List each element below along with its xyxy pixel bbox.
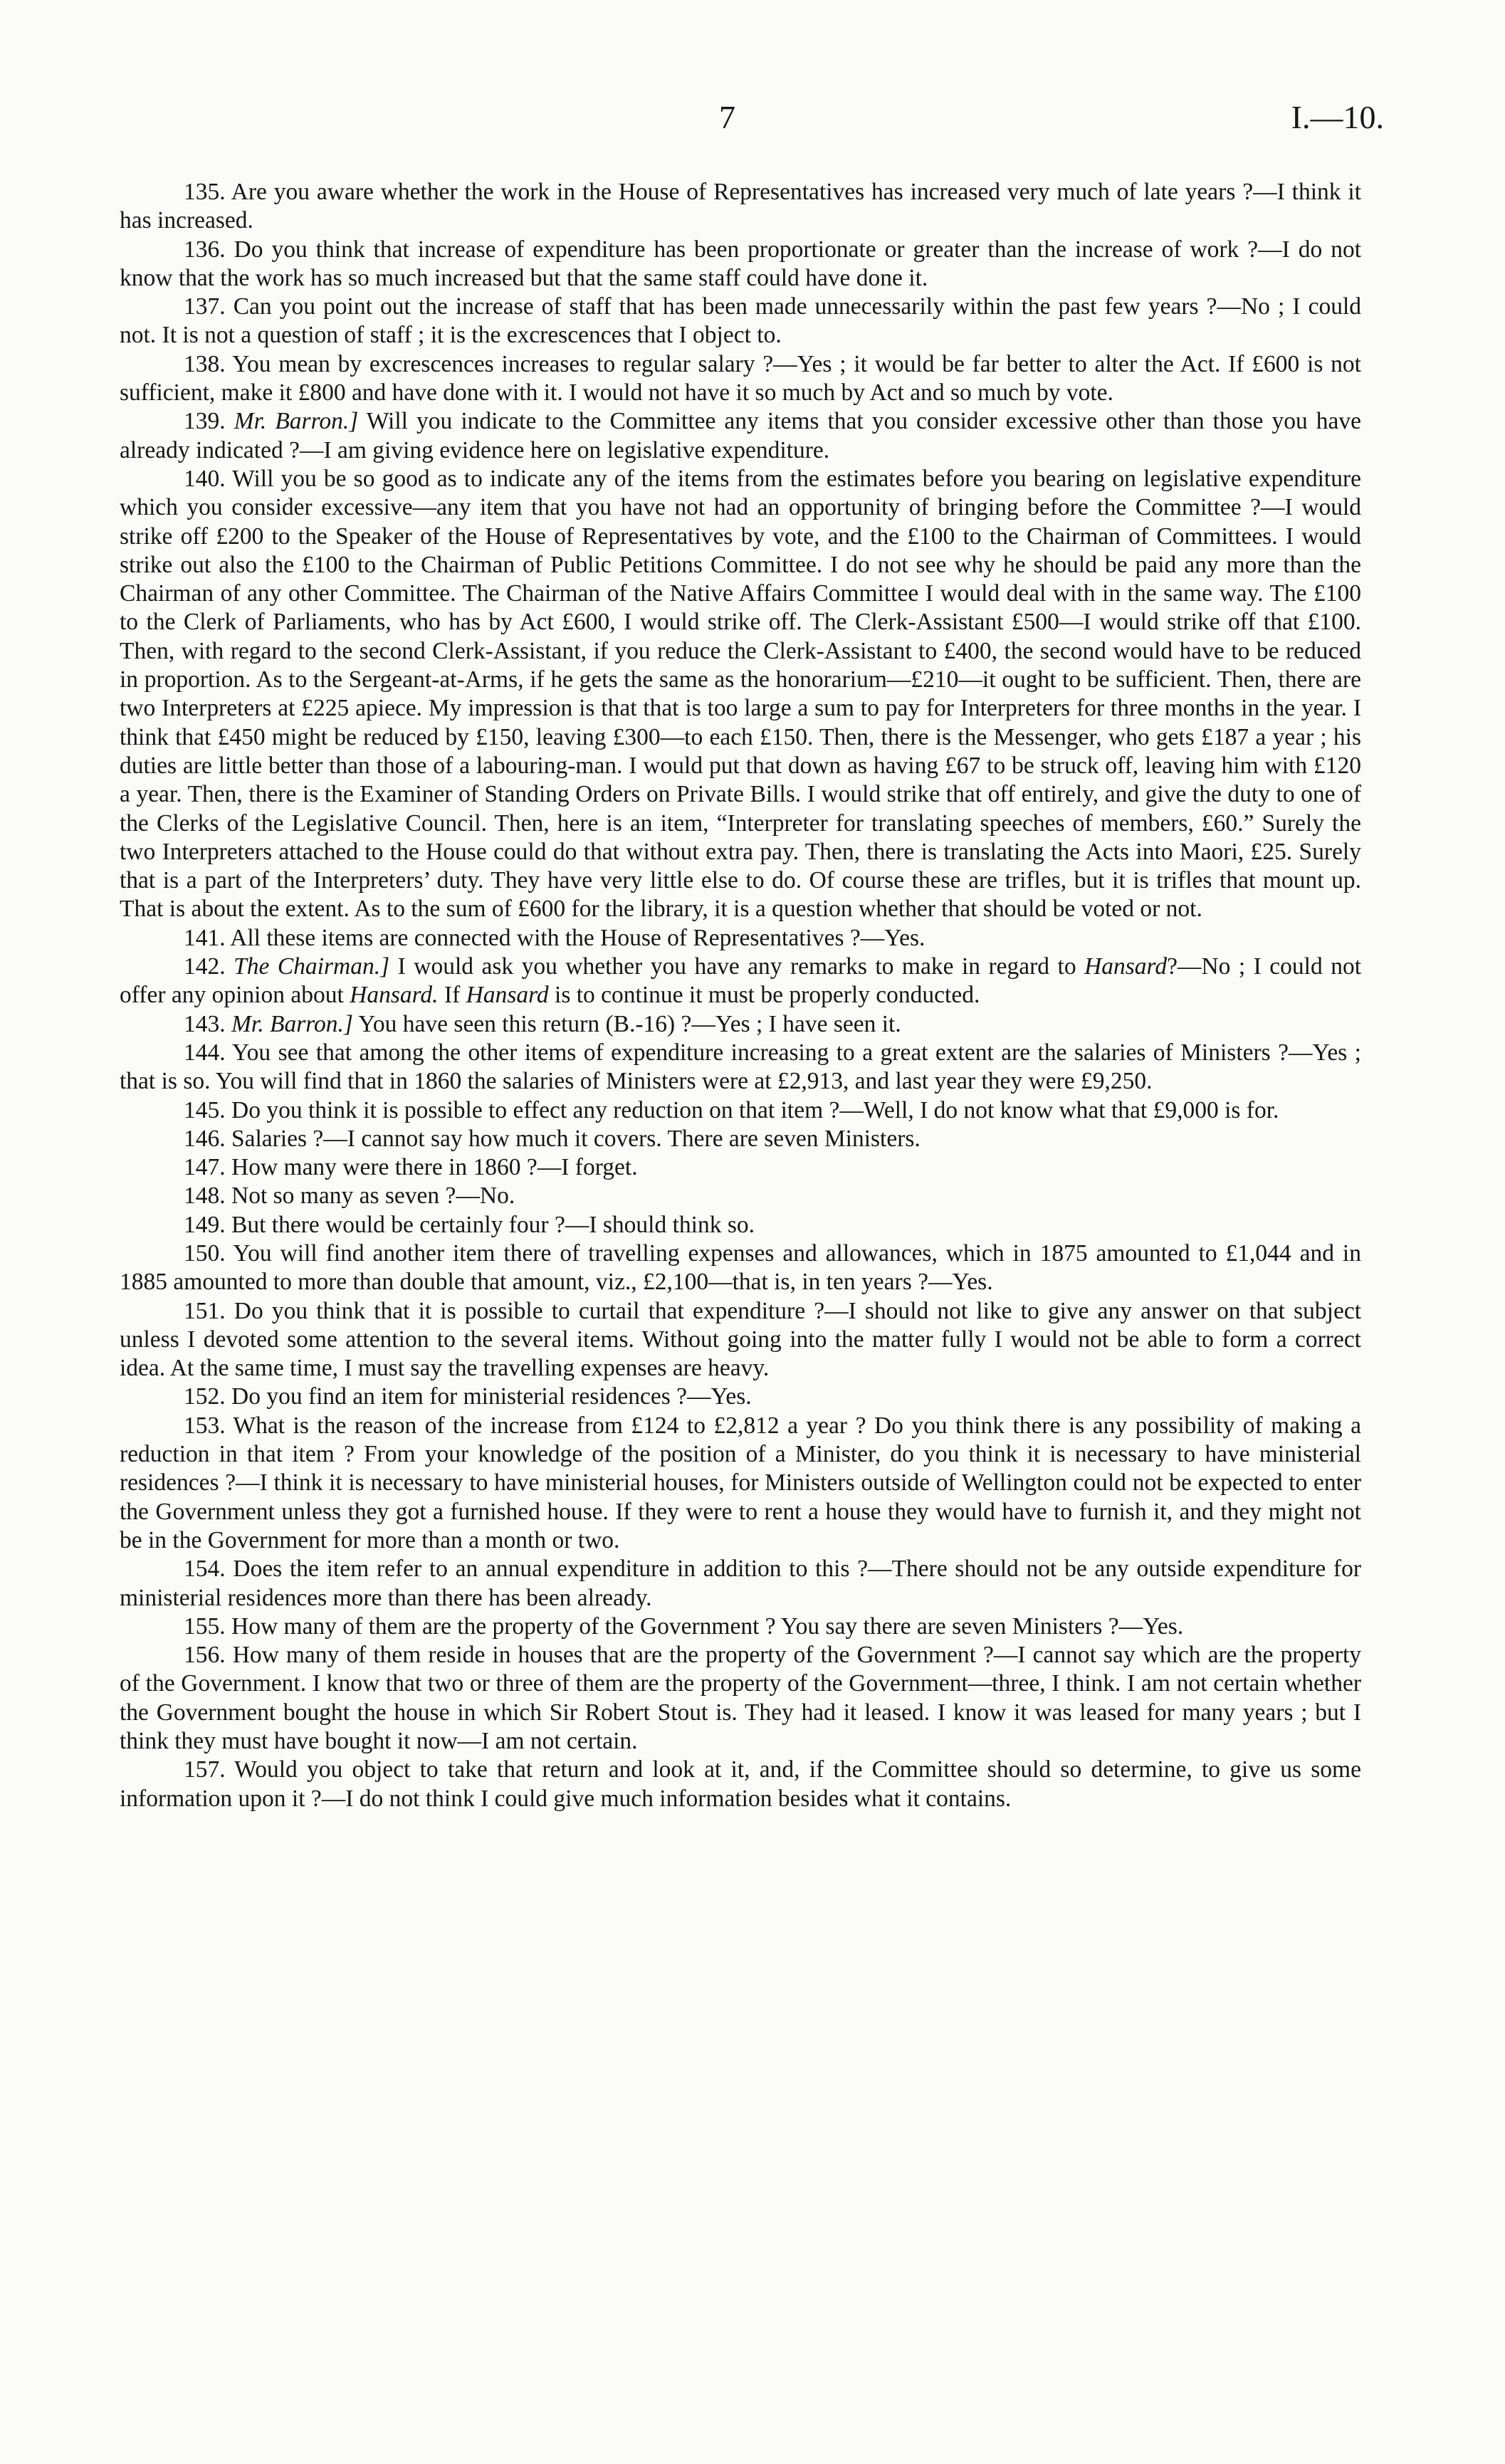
question-number: 137.: [184, 293, 226, 320]
paragraph-154: 154. Does the item refer to an annual expenditure in addition to this ?—There should not be any outside expenditure for ministerial residences more than there has been already.: [120, 1556, 1361, 1611]
question-number: 157.: [184, 1756, 226, 1783]
paragraph-155: 155. How many of them are the property of the Government ? You say there are seven Ministers ?—Yes.: [184, 1613, 1184, 1640]
paragraph-142: 142. The Chairman.] I would ask you whether you have any remarks to make in regard to Hansard?—No ; I could not offer any opinion about Hansard. If Hansard is to continue it must be properly conducted.: [120, 953, 1362, 1009]
document-reference: I.—10.: [1291, 99, 1384, 135]
speaker-name: Mr. Barron.]: [234, 408, 359, 435]
paragraph-140: 140. Will you be so good as to indicate any of the items from the estimates before you bearing on legislative expenditure which you consider excessive—any item that you have not had an opportunity of bringing before the Committee ?—I would strike off £200 to the Speaker of the House of Representatives by vote, and the £100 to the Chairman of Committees. I would strike out also the £100 to the Chairman of Public Petitions Committee. I do not see why he should be paid any more than the Chairman of any other Committee. The Chairman of the Native Affairs Committee I would deal with in the same way. The £100 to the Clerk of Parliaments, who has by Act £600, I would strike off. The Clerk-Assistant £500—I would strike off that £100. Then, with regard to the second Clerk-Assistant, if you reduce the Clerk-Assistant to £400, the second would have to be reduced in proportion. As to the Sergeant-at-Arms, if he gets the same as the honorarium—£210—it ought to be sufficient. Then, there are two Interpreters at £225 apiece. My impression is that that is too large a sum to pay for Interpreters for three months in the year. I think that £450 might be reduced by £150, leaving £300—to each £150. Then, there is the Messenger, who gets £187 a year ; his duties are little better than those of a labouring-man. I would put that down as having £67 to be struck off, leaving him with £120 a year. Then, there is the Examiner of Standing Orders on Private Bills. I would strike that off entirely, and give the duty to one of the Clerks of the Legislative Council. Then, here is an item, “Interpreter for translating speeches of members, £60.” Surely the two Interpreters attached to the House could do that without extra pay. Then, there is translating the Acts into Maori, £25. Surely that is a part of the Interpreters’ duty. They have very little else to do. Of course these are trifles, but it is trifles that mount up. That is about the extent. As to the sum of £600 for the library, it is a question whether that should be voted or not.: [120, 465, 1361, 923]
paragraph-138: 138. You mean by excrescences increases to regular salary ?—Yes ; it would be far better to alter the Act. If £600 is not sufficient, make it £800 and have done with it. I would not have it so much by Act and so much by vote.: [120, 350, 1361, 407]
evidence-text: [120, 178, 1361, 1813]
paragraph-147: 147. How many were there in 1860 ?—I forget.: [184, 1154, 638, 1181]
paragraph-143: 143. Mr. Barron.] You have seen this return (B.-16) ?—Yes ; I have seen it.: [184, 1010, 901, 1037]
question-number: 135.: [184, 179, 226, 205]
question-number: 139.: [184, 408, 226, 435]
question-number: 156.: [184, 1642, 226, 1669]
question-number: 153.: [184, 1412, 226, 1439]
question-number: 140.: [184, 465, 226, 492]
question-number: 154.: [184, 1556, 226, 1583]
paragraph-135: 135. Are you aware whether the work in the House of Representatives has increased very much of late years ?—I think it has increased.: [120, 179, 1361, 234]
question-number: 149.: [184, 1211, 226, 1238]
question-number: 155.: [184, 1613, 226, 1640]
paragraph-148: 148. Not so many as seven ?—No.: [184, 1183, 515, 1210]
question-number: 138.: [184, 350, 226, 377]
paragraph-150: 150. You will find another item there of travelling expenses and allowances, which in 1875 amounted to £1,044 and in 1885 amounted to more than double that amount, viz., £2,100—that is, in ten years ?—Yes.: [120, 1239, 1361, 1296]
speaker-name: Mr. Barron.]: [231, 1010, 353, 1037]
question-number: 152.: [184, 1383, 226, 1410]
hansard-term: Hansard: [466, 982, 549, 1009]
paragraph-149: 149. But there would be certainly four ?—I should think so.: [184, 1211, 755, 1238]
question-number: 145.: [184, 1096, 226, 1123]
question-number: 141.: [184, 924, 226, 951]
page-number: 7: [719, 99, 735, 135]
question-number: 143.: [184, 1010, 226, 1037]
paragraph-144: 144. You see that among the other items of expenditure increasing to a great extent are the salaries of Ministers ?—Yes ; that is so. You will find that in 1860 the salaries of Ministers were at £2,913, and last year they were £9,250.: [120, 1039, 1361, 1095]
question-number: 146.: [184, 1125, 226, 1152]
paragraph-156: 156. How many of them reside in houses that are the property of the Government ?—I cannot say which are the property of the Government. I know that two or three of them are the property of the Government—three, I think. I am not certain whether the Government bought the house in which Sir Robert Stout is. They had it leased. I know it was leased for many years ; but I think they must have bought it now—I am not certain.: [120, 1642, 1361, 1755]
question-number: 151.: [184, 1297, 226, 1324]
question-number: 147.: [184, 1154, 226, 1181]
paragraph-151: 151. Do you think that it is possible to curtail that expenditure ?—I should not like to give any answer on that subject unless I devoted some attention to the several items. Without going into the matter fully I would not be able to form a correct idea. At the same time, I must say the travelling expenses are heavy.: [120, 1297, 1362, 1382]
paragraph-141: 141. All these items are connected with the House of Representatives ?—Yes.: [184, 924, 925, 951]
paragraph-153: 153. What is the reason of the increase from £124 to £2,812 a year ? Do you think there is any possibility of making a reduction in that item ? From your knowledge of the position of a Minister, do you think it is necessary to have ministerial residences ?—I think it is necessary to have ministerial houses, for Ministers outside of Wellington could not be expected to enter the Government unless they got a furnished house. If they were to rent a house they would have to furnish it, and they might not be in the Government for more than a month or two.: [120, 1412, 1361, 1553]
paragraph-139: 139. Mr. Barron.] Will you indicate to the Committee any items that you consider excessive other than those you have already indicated ?—I am giving evidence here on legislative expenditure.: [120, 408, 1361, 463]
paragraph-137: 137. Can you point out the increase of staff that has been made unnecessarily within the past few years ?—No ; I could not. It is not a question of staff ; it is the excrescences that I object to.: [120, 293, 1362, 349]
paragraph-157: 157. Would you object to take that return and look at it, and, if the Committee should so determine, to give us some information upon it ?—I do not think I could give much information besides what it contains.: [120, 1756, 1361, 1812]
speaker-name: The Chairman.]: [234, 953, 390, 980]
paragraph-152: 152. Do you find an item for ministerial residences ?—Yes.: [184, 1383, 752, 1410]
hansard-term: Hansard: [1084, 953, 1168, 980]
paragraph-145: 145. Do you think it is possible to effect any reduction on that item ?—Well, I do not know what that £9,000 is for.: [184, 1096, 1279, 1123]
paragraph-146: 146. Salaries ?—I cannot say how much it covers. There are seven Ministers.: [184, 1125, 921, 1152]
hansard-term: Hansard.: [350, 982, 439, 1009]
page-header: [0, 98, 1505, 148]
question-number: 148.: [184, 1183, 226, 1210]
question-number: 142.: [184, 953, 226, 980]
question-number: 150.: [184, 1239, 226, 1267]
question-number: 144.: [184, 1039, 226, 1066]
paragraph-136: 136. Do you think that increase of expenditure has been proportionate or greater than the increase of work ?—I do not know that the work has so much increased but that the same staff could have done it.: [120, 236, 1362, 291]
question-number: 136.: [184, 236, 226, 263]
